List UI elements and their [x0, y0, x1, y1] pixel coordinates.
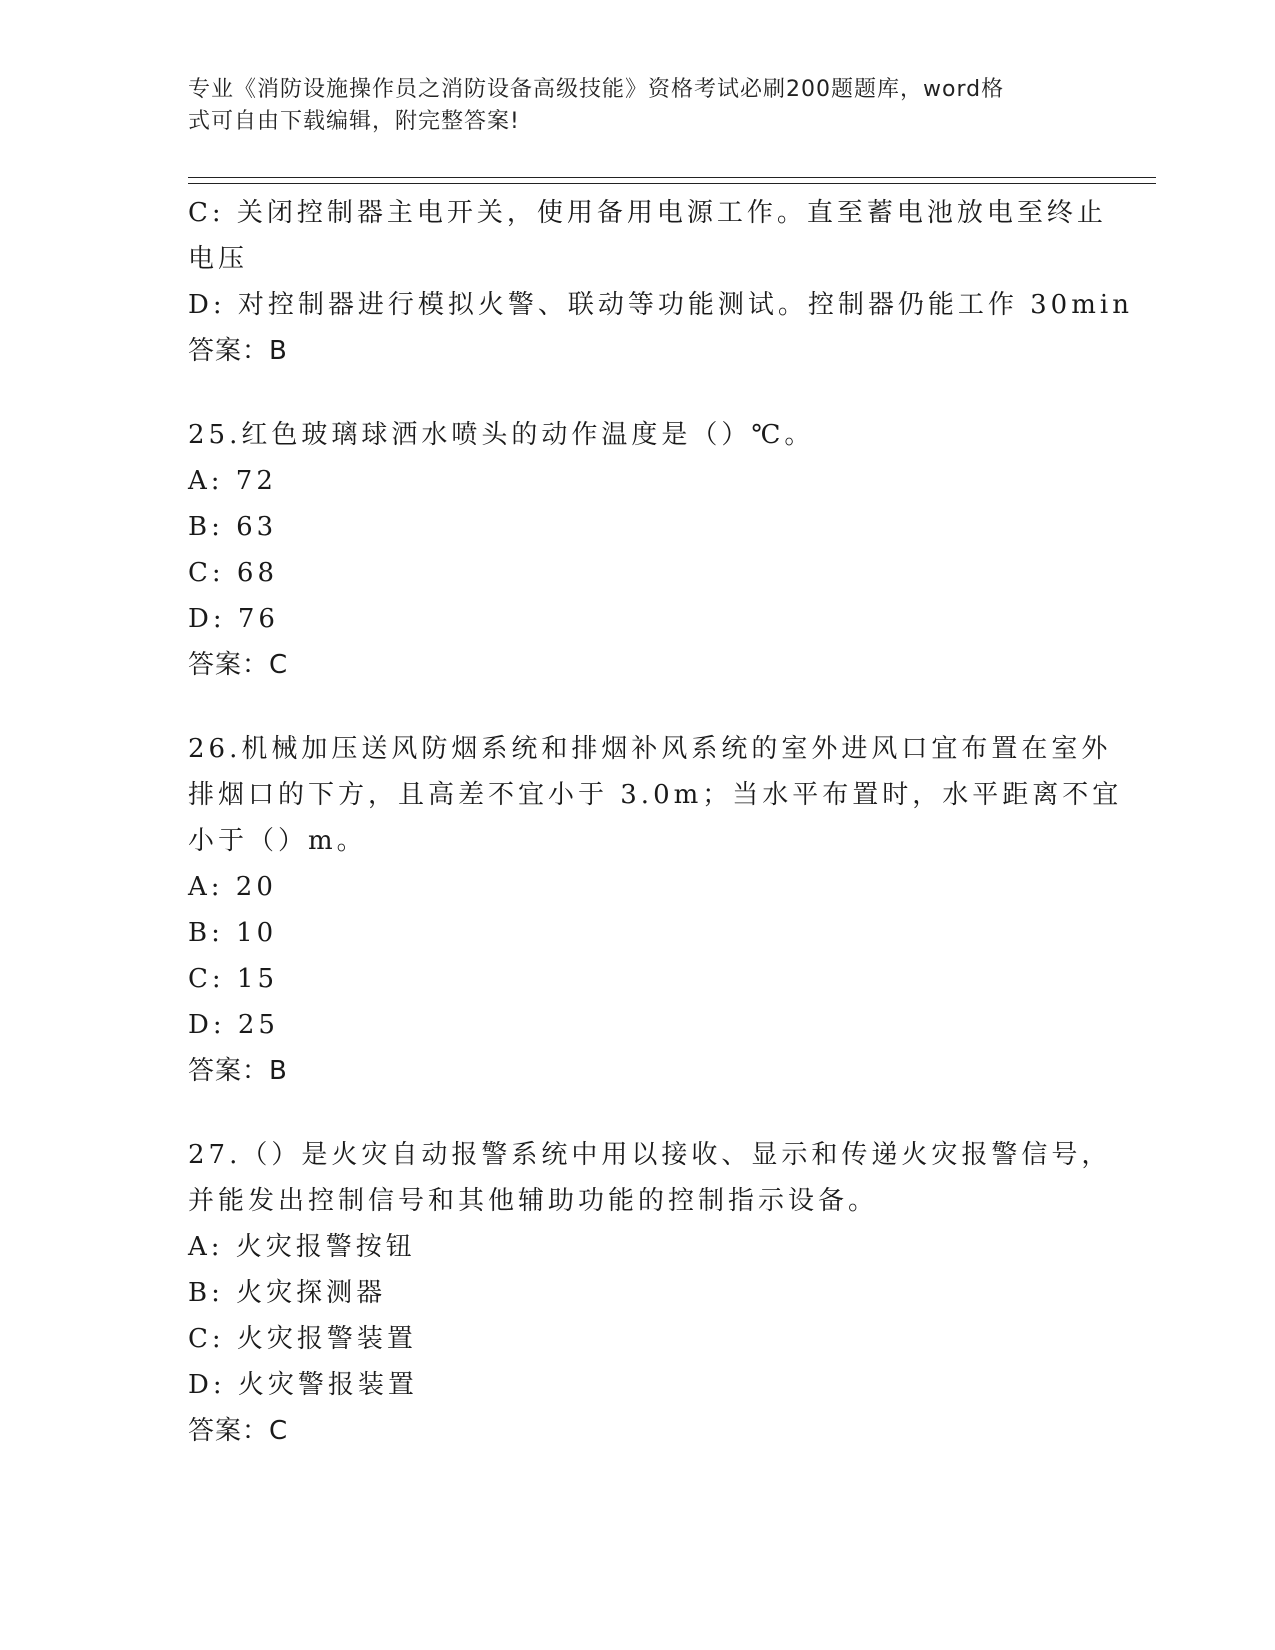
- header-divider-top: [188, 177, 1156, 178]
- spacer: [188, 688, 1088, 726]
- header-divider-bottom: [188, 183, 1156, 184]
- answer: 答案：B: [188, 1056, 288, 1086]
- option-b: B: 63: [188, 512, 278, 542]
- option-a: A: 72: [188, 466, 277, 496]
- option-a: A: 火灾报警按钮: [188, 1232, 416, 1262]
- option-c: C: 68: [188, 558, 279, 588]
- answer: 答案：B: [188, 336, 288, 366]
- option-d: D: 对控制器进行模拟火警、联动等功能测试。控制器仍能工作 30min: [188, 290, 1133, 320]
- question-content: [188, 190, 1133, 1454]
- question-stem-line-2: 排烟口的下方，且高差不宜小于 3.0m；当水平布置时，水平距离不宜: [188, 780, 1123, 810]
- document-header: [188, 74, 1068, 138]
- question-stem-line-2: 并能发出控制信号和其他辅助功能的控制指示设备。: [188, 1186, 879, 1216]
- option-d: D: 火灾警报装置: [188, 1370, 418, 1400]
- option-a: A: 20: [188, 872, 277, 902]
- answer: 答案：C: [188, 1416, 289, 1446]
- question-stem-line-1: 26.机械加压送风防烟系统和排烟补风系统的室外进风口宜布置在室外: [188, 734, 1112, 764]
- header-line-1: 专业《消防设施操作员之消防设备高级技能》资格考试必刷200题题库，word格: [188, 77, 1005, 102]
- option-d: D: 25: [188, 1010, 279, 1040]
- question-26: [188, 726, 1123, 1094]
- question-stem: 25.红色玻璃球洒水喷头的动作温度是（）℃。: [188, 420, 815, 450]
- option-c: C: 关闭控制器主电开关，使用备用电源工作。直至蓄电池放电至终止: [188, 198, 1107, 228]
- answer: 答案：C: [188, 650, 289, 680]
- option-c-continued: 电压: [188, 244, 249, 274]
- option-c: C: 15: [188, 964, 279, 994]
- question-25: [188, 412, 1088, 688]
- question-stem-line-3: 小于（）m。: [188, 826, 367, 856]
- spacer: [188, 374, 1088, 412]
- header-line-2: 式可自由下载编辑，附完整答案!: [188, 109, 520, 134]
- spacer: [188, 1094, 1088, 1132]
- question-27: [188, 1132, 1112, 1454]
- option-b: B: 火灾探测器: [188, 1278, 387, 1308]
- option-b: B: 10: [188, 918, 278, 948]
- option-c: C: 火灾报警装置: [188, 1324, 417, 1354]
- previous-question-tail: [188, 190, 1133, 374]
- question-stem-line-1: 27.（）是火灾自动报警系统中用以接收、显示和传递火灾报警信号，: [188, 1140, 1112, 1170]
- option-d: D: 76: [188, 604, 279, 634]
